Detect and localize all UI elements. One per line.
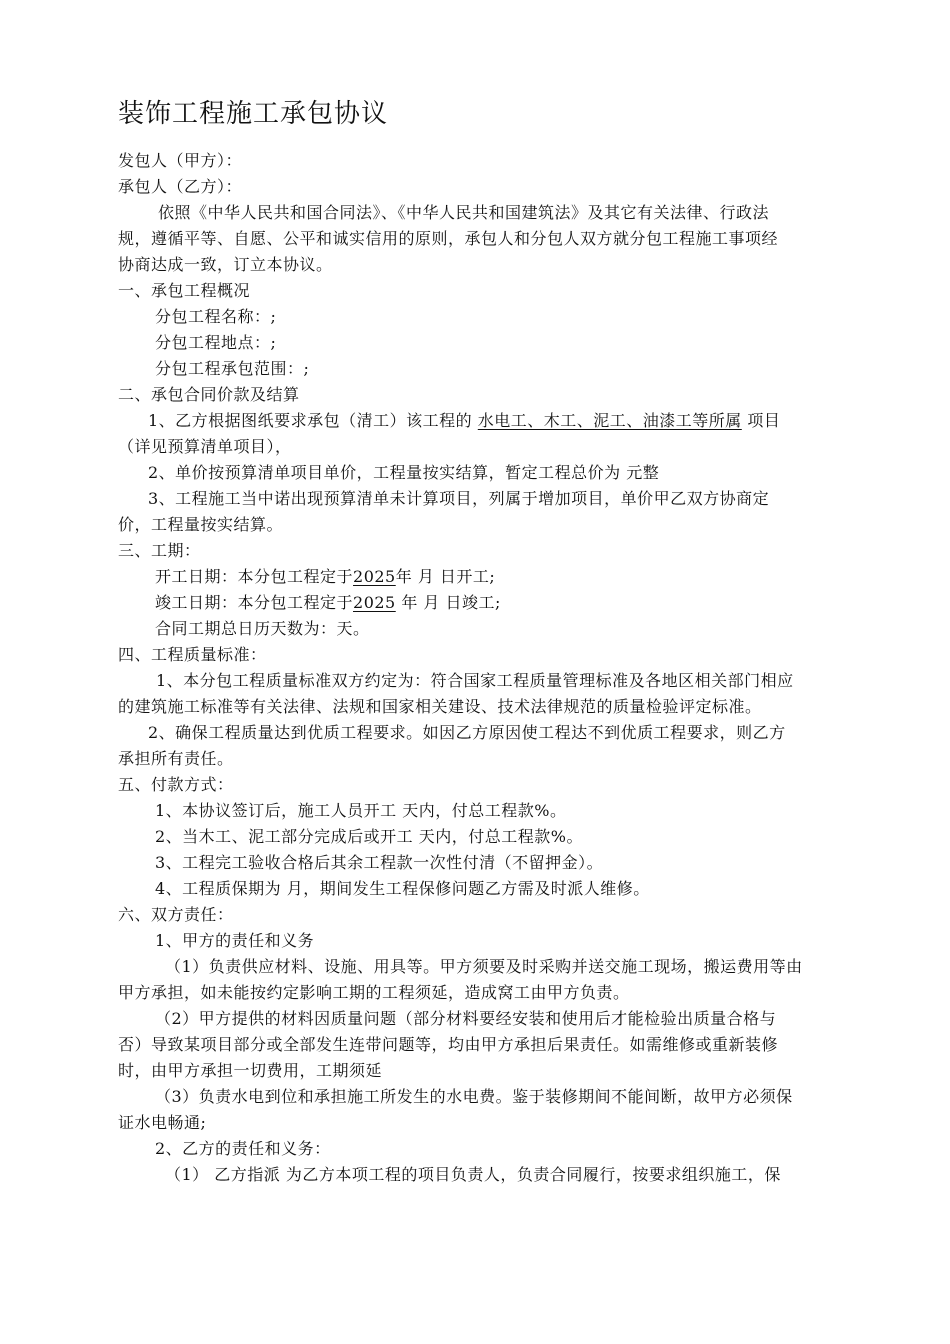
text-line [118,226,778,252]
text-line [155,304,276,330]
text-line [118,746,234,772]
text-segment: 价，工程量按实结算。 [118,515,284,534]
text-segment: 协商达成一致，订立本协议。 [118,255,333,274]
text-segment: 2、确保工程质量达到优质工程要求。如因乙方原因使工程达不到优质工程要求，则乙方 [148,723,786,742]
text-line [118,252,333,278]
text-segment: 竣工日期：本分包工程定于 [155,593,354,612]
text-segment: 甲方承担，如未能按约定影响工期的工程须延，造成窝工由甲方负责。 [118,983,630,1002]
text-segment: 1、本分包工程质量标准双方约定为：符合国家工程质量管理标准及各地区相关部门相应 [156,671,794,690]
text-line [155,1006,776,1032]
text-segment: 证水电畅通; [118,1113,207,1132]
text-line [118,1032,778,1058]
text-line [156,668,794,694]
text-segment: 规，遵循平等、自愿、公平和诚实信用的原则，承包人和分包人双方就分包工程施工事项经 [118,229,779,248]
text-line [155,824,583,850]
text-line [118,512,283,538]
text-segment: （2）甲方提供的材料因质量问题（部分材料要经安装和使用后才能检验出质量合格与 [155,1009,777,1028]
text-segment: 3、工程施工当中诺出现预算清单未计算项目，列属于增加项目，单价甲乙双方协商定 [148,489,770,508]
text-segment: 分包工程地点：; [155,333,277,352]
text-segment: （详见预算清单项目）， [118,437,292,456]
text-segment: 一、承包工程概况 [118,281,251,300]
text-line [155,356,309,382]
text-line [118,772,234,798]
text-line [118,642,267,668]
text-segment: 否）导致某项目部分或全部发生连带问题等，均由甲方承担后果责任。如需维修或重新装修 [118,1035,779,1054]
text-segment: 四、工程质量标准： [118,645,267,664]
text-line [155,1084,793,1110]
text-line [118,434,292,460]
text-line [165,954,803,980]
text-segment: 2、当木工、泥工部分完成后或开工 天内，付总工程款%。 [155,827,583,846]
text-line [118,174,242,200]
text-line [118,1110,206,1136]
text-segment: 项目 [741,411,781,430]
text-line [118,902,234,928]
text-line [118,694,762,720]
text-segment: 分包工程承包范围：; [155,359,310,378]
text-line [118,382,300,408]
text-segment: 的建筑施工标准等有关法律、法规和国家相关建设、技术法律规范的质量检验评定标准。 [118,697,762,716]
underlined-text: 水电工、木工、泥工、油漆工等所属 [477,411,742,430]
text-segment: 分包工程名称：; [155,307,277,326]
text-segment: 三、工期： [118,541,201,560]
text-segment: 年 月 日开工; [395,567,496,586]
text-segment: 发包人（甲方）： [118,151,243,170]
text-line [155,850,603,876]
text-segment: （1） 乙方指派 为乙方本项工程的项目负责人，负责合同履行，按要求组织施工，保 [165,1165,781,1184]
underlined-text: 2025 [353,567,396,586]
text-line [155,928,314,954]
text-segment: 承包人（乙方）： [118,177,243,196]
text-line [155,1136,331,1162]
text-line [148,460,659,486]
text-segment: 开工日期：本分包工程定于 [155,567,354,586]
text-line [148,486,769,512]
text-line [118,1058,382,1084]
text-line [155,798,566,824]
text-line [118,278,250,304]
text-segment: 依照《中华人民共和国合同法》、《中华人民共和国建筑法》及其它有关法律、行政法 [158,203,770,222]
text-segment: 二、承包合同价款及结算 [118,385,300,404]
text-line [148,720,786,746]
text-segment: 3、工程完工验收合格后其余工程款一次性付清（不留押金）。 [155,853,604,872]
text-segment: （3）负责水电到位和承担施工所发生的水电费。鉴于装修期间不能间断，故甲方必须保 [155,1087,793,1106]
text-segment: 六、双方责任： [118,905,234,924]
text-line [155,876,650,902]
text-segment: 合同工期总日历天数为：天。 [155,619,370,638]
text-segment: 五、付款方式： [118,775,234,794]
text-line [155,616,370,642]
text-segment: 1、本协议签订后，施工人员开工 天内，付总工程款%。 [155,801,567,820]
document-title: 装饰工程施工承包协议 [118,99,389,129]
text-line [155,330,276,356]
text-segment: 1、甲方的责任和义务 [155,931,315,950]
text-segment: 时，由甲方承担一切费用，工期须延 [118,1061,383,1080]
text-line [158,200,769,226]
text-segment: 1、乙方根据图纸要求承包（清工）该工程的 [148,411,478,430]
text-line [118,538,201,564]
text-line [118,148,242,174]
text-segment: 4、工程质保期为 月，期间发生工程保修问题乙方需及时派人维修。 [155,879,650,898]
text-segment: 承担所有责任。 [118,749,234,768]
text-segment: 年 月 日竣工; [395,593,501,612]
text-line [155,564,495,590]
underlined-text: 2025 [353,593,396,612]
text-line [165,1162,781,1188]
text-segment: 2、单价按预算清单项目单价，工程量按实结算，暂定工程总价为 元整 [148,463,660,482]
text-line [118,980,630,1006]
text-segment: 2、乙方的责任和义务： [155,1139,331,1158]
text-segment: （1）负责供应材料、设施、用具等。甲方须要及时采购并送交施工现场，搬运费用等由 [165,957,803,976]
text-line [155,590,501,616]
text-line [148,408,780,434]
